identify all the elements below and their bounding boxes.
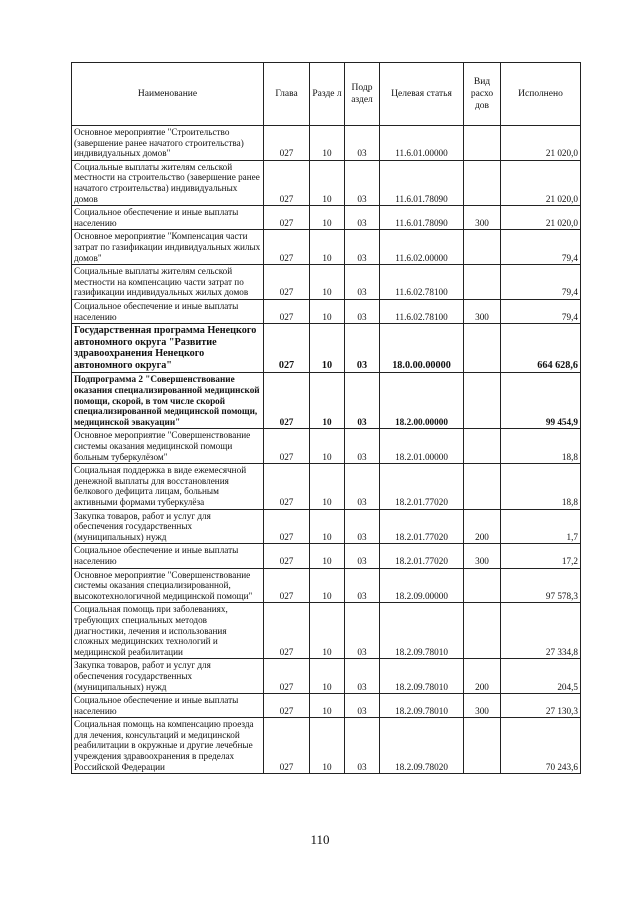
row-chapter: 027 <box>264 324 310 373</box>
row-target: 18.2.01.77020 <box>380 509 464 544</box>
table-row <box>72 206 581 230</box>
row-expense-type: 200 <box>464 509 501 544</box>
row-target: 11.6.02.00000 <box>380 230 464 265</box>
table-row <box>72 324 581 373</box>
row-chapter: 027 <box>264 694 310 718</box>
row-subsection: 03 <box>345 206 380 230</box>
row-expense-type <box>464 160 501 205</box>
row-section: 10 <box>310 160 345 205</box>
row-chapter: 027 <box>264 160 310 205</box>
row-section: 10 <box>310 509 345 544</box>
row-name: Социальные выплаты жителям сельской местности на компенсацию части затрат по газификации индивидуальных жилых домов <box>72 265 264 300</box>
table-row <box>72 659 581 694</box>
row-expense-type: 200 <box>464 659 501 694</box>
table-row <box>72 230 581 265</box>
row-subsection: 03 <box>345 429 380 464</box>
row-executed: 21 020,0 <box>501 206 581 230</box>
row-subsection: 03 <box>345 509 380 544</box>
row-chapter: 027 <box>264 568 310 603</box>
row-target: 18.2.09.78010 <box>380 694 464 718</box>
row-section: 10 <box>310 324 345 373</box>
page-number: 110 <box>310 832 330 847</box>
header-section: Разде л <box>310 63 345 126</box>
row-name: Государственная программа Ненецкого автономного округа "Развитие здравоохранения Ненецкого автономного округа" <box>72 324 264 373</box>
row-executed: 1,7 <box>501 509 581 544</box>
header-executed: Исполнено <box>501 63 581 126</box>
row-executed: 79,4 <box>501 299 581 323</box>
row-subsection: 03 <box>345 126 380 161</box>
row-section: 10 <box>310 206 345 230</box>
row-subsection: 03 <box>345 230 380 265</box>
row-chapter: 027 <box>264 718 310 774</box>
row-name: Социальное обеспечение и иные выплаты населению <box>72 694 264 718</box>
row-target: 18.2.09.78020 <box>380 718 464 774</box>
row-executed: 21 020,0 <box>501 160 581 205</box>
row-name: Социальное обеспечение и иные выплаты населению <box>72 299 264 323</box>
row-name: Социальная помощь на компенсацию проезда для лечения, консультаций и медицинской реабилитации в окружные и другие лечебные учреждения здравоохранения в пределах Российской Федерации <box>72 718 264 774</box>
row-chapter: 027 <box>264 509 310 544</box>
row-subsection: 03 <box>345 718 380 774</box>
row-target: 11.6.02.78100 <box>380 299 464 323</box>
row-section: 10 <box>310 126 345 161</box>
header-subsection: Подр аздел <box>345 63 380 126</box>
row-section: 10 <box>310 694 345 718</box>
row-section: 10 <box>310 659 345 694</box>
row-expense-type <box>464 324 501 373</box>
row-target: 18.2.09.78010 <box>380 603 464 659</box>
row-name: Закупка товаров, работ и услуг для обеспечения государственных (муниципальных) нужд <box>72 659 264 694</box>
row-name: Социальное обеспечение и иные выплаты населению <box>72 206 264 230</box>
row-chapter: 027 <box>264 544 310 568</box>
row-name: Основное мероприятие "Совершенствование системы оказания медицинской помощи больным туберкулёзом" <box>72 429 264 464</box>
row-expense-type <box>464 373 501 429</box>
row-chapter: 027 <box>264 299 310 323</box>
row-chapter: 027 <box>264 429 310 464</box>
header-name: Наименование <box>72 63 264 126</box>
row-executed: 27 334,8 <box>501 603 581 659</box>
row-subsection: 03 <box>345 544 380 568</box>
row-chapter: 027 <box>264 373 310 429</box>
table-header-row <box>72 63 581 126</box>
header-chapter: Глава <box>264 63 310 126</box>
table-row <box>72 429 581 464</box>
table-row <box>72 373 581 429</box>
row-expense-type <box>464 603 501 659</box>
row-section: 10 <box>310 603 345 659</box>
row-expense-type <box>464 230 501 265</box>
row-chapter: 027 <box>264 659 310 694</box>
table-row <box>72 718 581 774</box>
row-executed: 97 578,3 <box>501 568 581 603</box>
row-subsection: 03 <box>345 464 380 509</box>
row-section: 10 <box>310 464 345 509</box>
row-subsection: 03 <box>345 373 380 429</box>
row-chapter: 027 <box>264 603 310 659</box>
table-row <box>72 160 581 205</box>
row-name: Основное мероприятие "Компенсация части затрат по газификации индивидуальных жилых домов" <box>72 230 264 265</box>
row-executed: 79,4 <box>501 230 581 265</box>
table-row <box>72 509 581 544</box>
row-section: 10 <box>310 373 345 429</box>
row-executed: 99 454,9 <box>501 373 581 429</box>
row-name: Подпрограмма 2 "Совершенствование оказания специализированной медицинской помощи, скорой, в том числе скорой специализированной медицинской помощи, медицинской эвакуации" <box>72 373 264 429</box>
row-name: Социальные выплаты жителям сельской местности на строительство (завершение ранее начатого строительства) индивидуальных домов <box>72 160 264 205</box>
budget-table <box>71 62 581 774</box>
row-target: 18.2.01.77020 <box>380 464 464 509</box>
row-expense-type: 300 <box>464 206 501 230</box>
row-section: 10 <box>310 429 345 464</box>
row-subsection: 03 <box>345 324 380 373</box>
row-name: Социальная поддержка в виде ежемесячной денежной выплаты для восстановления белкового дефицита лицам, больным активными формами туберкулёза <box>72 464 264 509</box>
row-executed: 664 628,6 <box>501 324 581 373</box>
row-target: 11.6.01.78090 <box>380 160 464 205</box>
table-row <box>72 265 581 300</box>
row-executed: 79,4 <box>501 265 581 300</box>
row-expense-type <box>464 464 501 509</box>
row-subsection: 03 <box>345 160 380 205</box>
row-name: Основное мероприятие "Совершенствование системы оказания специализированной, высокотехнологичной медицинской помощи" <box>72 568 264 603</box>
row-name: Социальное обеспечение и иные выплаты населению <box>72 544 264 568</box>
row-subsection: 03 <box>345 659 380 694</box>
table-row <box>72 694 581 718</box>
table-body <box>72 126 581 774</box>
row-section: 10 <box>310 265 345 300</box>
header-expense-type: Вид расхо дов <box>464 63 501 126</box>
table-row <box>72 299 581 323</box>
table-row <box>72 568 581 603</box>
row-name: Закупка товаров, работ и услуг для обеспечения государственных (муниципальных) нужд <box>72 509 264 544</box>
row-chapter: 027 <box>264 230 310 265</box>
row-subsection: 03 <box>345 265 380 300</box>
row-section: 10 <box>310 568 345 603</box>
row-target: 18.2.00.00000 <box>380 373 464 429</box>
row-target: 18.2.09.78010 <box>380 659 464 694</box>
row-section: 10 <box>310 718 345 774</box>
header-target: Целевая статья <box>380 63 464 126</box>
row-executed: 21 020,0 <box>501 126 581 161</box>
row-executed: 18,8 <box>501 429 581 464</box>
row-target: 18.2.01.00000 <box>380 429 464 464</box>
row-section: 10 <box>310 230 345 265</box>
row-target: 18.0.00.00000 <box>380 324 464 373</box>
row-executed: 204,5 <box>501 659 581 694</box>
row-target: 18.2.01.77020 <box>380 544 464 568</box>
row-subsection: 03 <box>345 603 380 659</box>
row-expense-type <box>464 265 501 300</box>
row-executed: 70 243,6 <box>501 718 581 774</box>
row-expense-type <box>464 126 501 161</box>
row-expense-type: 300 <box>464 694 501 718</box>
table-row <box>72 464 581 509</box>
row-subsection: 03 <box>345 694 380 718</box>
row-expense-type <box>464 429 501 464</box>
row-expense-type <box>464 718 501 774</box>
table-row <box>72 544 581 568</box>
row-chapter: 027 <box>264 464 310 509</box>
row-target: 11.6.01.78090 <box>380 206 464 230</box>
row-chapter: 027 <box>264 126 310 161</box>
row-name: Основное мероприятие "Строительство (завершение ранее начатого строительства) индивидуальных домов" <box>72 126 264 161</box>
row-section: 10 <box>310 544 345 568</box>
row-target: 11.6.01.00000 <box>380 126 464 161</box>
row-subsection: 03 <box>345 299 380 323</box>
row-target: 18.2.09.00000 <box>380 568 464 603</box>
row-expense-type: 300 <box>464 299 501 323</box>
table-row <box>72 126 581 161</box>
row-executed: 27 130,3 <box>501 694 581 718</box>
row-name: Социальная помощь при заболеваниях, требующих специальных методов диагностики, лечения и использования сложных медицинских технологий и медицинской реабилитации <box>72 603 264 659</box>
row-section: 10 <box>310 299 345 323</box>
row-expense-type: 300 <box>464 544 501 568</box>
table-row <box>72 603 581 659</box>
row-target: 11.6.02.78100 <box>380 265 464 300</box>
row-expense-type <box>464 568 501 603</box>
row-chapter: 027 <box>264 206 310 230</box>
row-executed: 17,2 <box>501 544 581 568</box>
row-subsection: 03 <box>345 568 380 603</box>
row-chapter: 027 <box>264 265 310 300</box>
row-executed: 18,8 <box>501 464 581 509</box>
